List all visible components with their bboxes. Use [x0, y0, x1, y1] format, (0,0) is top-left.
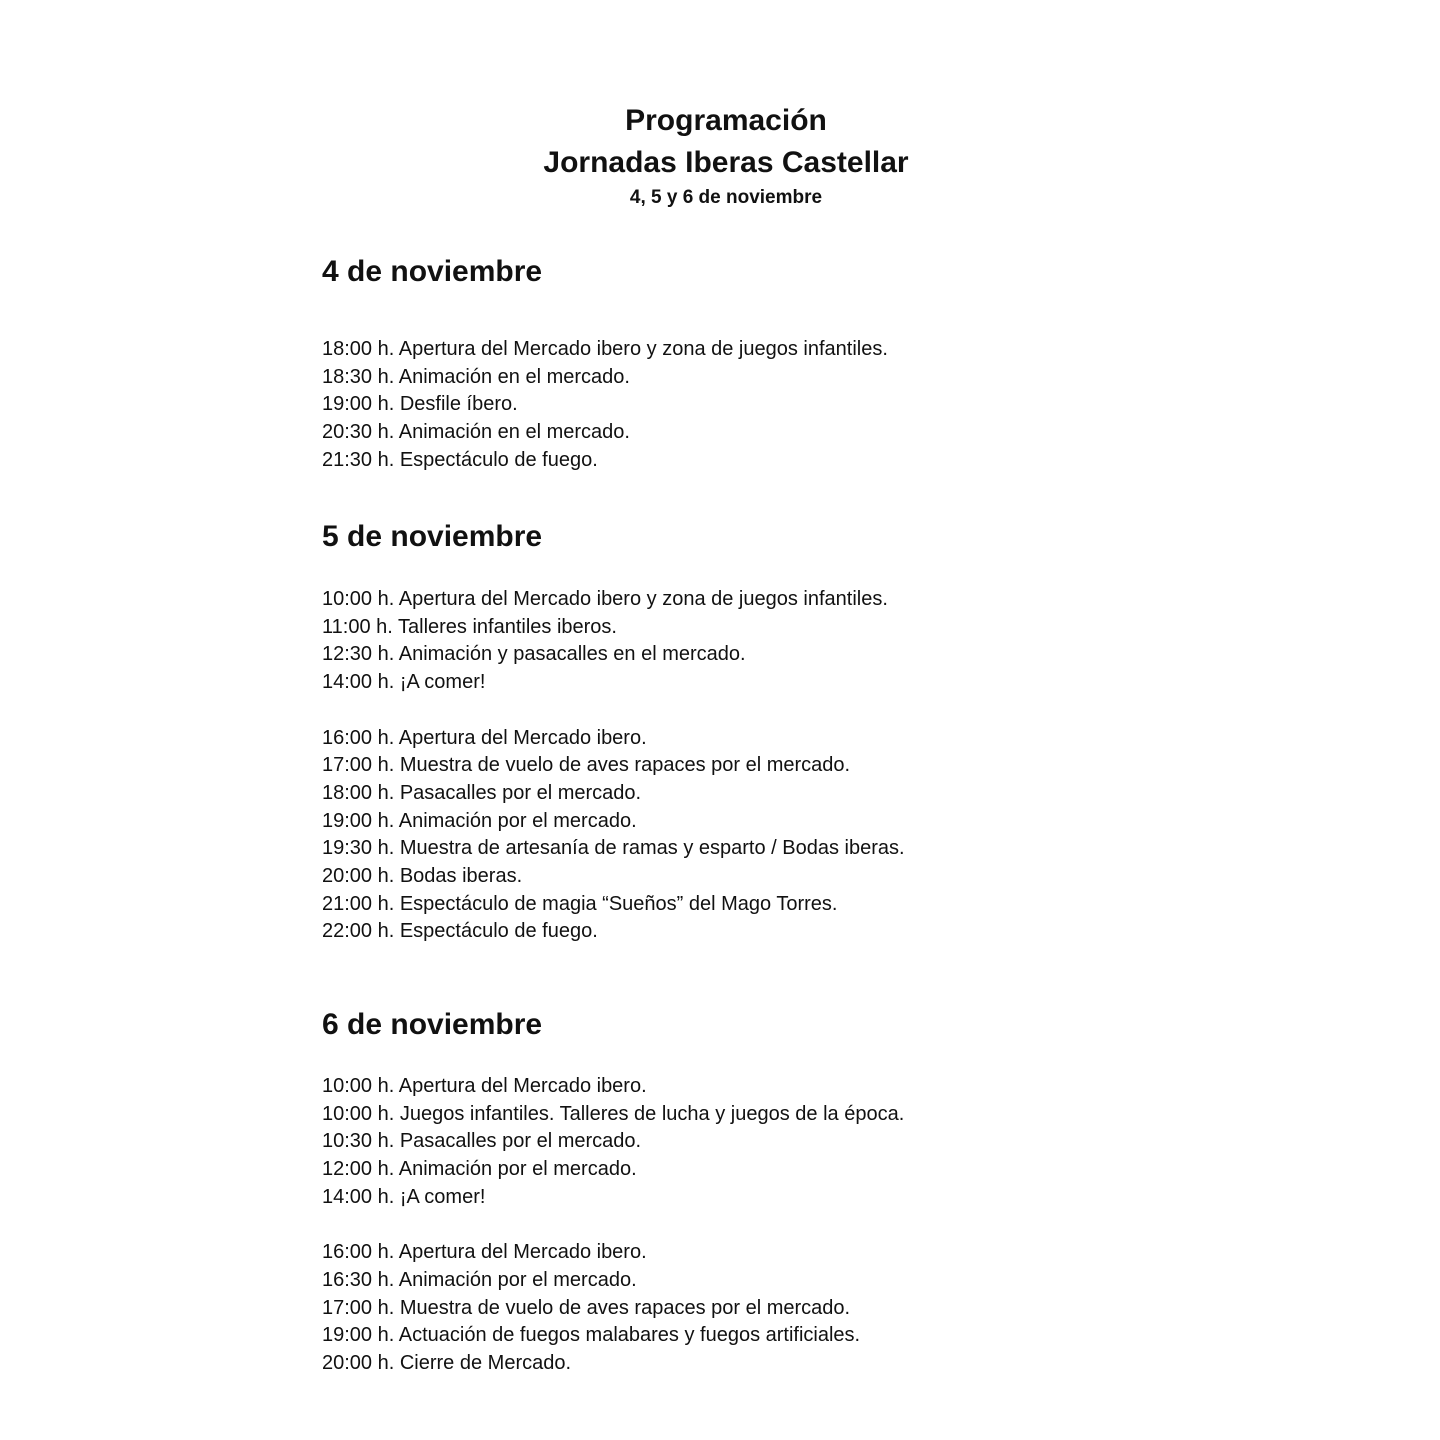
- day-heading-6-noviembre: 6 de noviembre: [322, 1008, 543, 1041]
- page-title-line-2: Jornadas Iberas Castellar: [543, 146, 909, 179]
- event-list-4-noviembre: [322, 336, 888, 475]
- event-item: 14:00 h. ¡A comer!: [322, 1185, 486, 1208]
- event-list-6-noviembre: [322, 1073, 904, 1378]
- day-heading-4-noviembre: 4 de noviembre: [322, 255, 543, 288]
- event-item: 20:00 h. Bodas iberas.: [322, 865, 523, 888]
- document-header: [0, 100, 1440, 212]
- event-item: 10:30 h. Pasacalles por el mercado.: [322, 1130, 642, 1153]
- event-item: 19:30 h. Muestra de artesanía de ramas y esparto / Bodas iberas.: [322, 837, 905, 860]
- event-item: 19:00 h. Actuación de fuegos malabares y fuegos artificiales.: [322, 1324, 861, 1347]
- event-item: 16:00 h. Apertura del Mercado ibero.: [322, 1241, 647, 1264]
- event-item: 17:00 h. Muestra de vuelo de aves rapaces por el mercado.: [322, 1296, 851, 1319]
- event-item: 21:30 h. Espectáculo de fuego.: [322, 448, 598, 471]
- event-item: 10:00 h. Juegos infantiles. Talleres de lucha y juegos de la época.: [322, 1102, 905, 1125]
- event-item: 19:00 h. Desfile íbero.: [322, 393, 518, 416]
- page-title-line-1: Programación: [625, 104, 827, 137]
- event-item: 20:30 h. Animación en el mercado.: [322, 421, 630, 444]
- event-item: 18:00 h. Apertura del Mercado ibero y zona de juegos infantiles.: [322, 338, 888, 360]
- event-item: 21:00 h. Espectáculo de magia “Sueños” del Mago Torres.: [322, 892, 838, 915]
- event-item: 11:00 h. Talleres infantiles iberos.: [322, 615, 617, 638]
- event-item: 16:00 h. Apertura del Mercado ibero.: [322, 726, 647, 749]
- event-item: 10:00 h. Apertura del Mercado ibero y zona de juegos infantiles.: [322, 588, 888, 610]
- event-item: 14:00 h. ¡A comer!: [322, 671, 486, 694]
- event-item: 10:00 h. Apertura del Mercado ibero.: [322, 1075, 647, 1097]
- event-list-5-noviembre: [322, 586, 905, 946]
- page-subtitle-dates: 4, 5 y 6 de noviembre: [629, 187, 823, 208]
- day-heading-5-noviembre: 5 de noviembre: [322, 520, 543, 553]
- event-item: 22:00 h. Espectáculo de fuego.: [322, 920, 598, 943]
- event-item: 18:00 h. Pasacalles por el mercado.: [322, 781, 642, 804]
- event-item: 12:00 h. Animación por el mercado.: [322, 1158, 637, 1181]
- event-item: 16:30 h. Animación por el mercado.: [322, 1268, 637, 1291]
- event-item: 19:00 h. Animación por el mercado.: [322, 809, 637, 832]
- event-item: 12:30 h. Animación y pasacalles en el mercado.: [322, 643, 746, 666]
- event-item: 18:30 h. Animación en el mercado.: [322, 365, 630, 388]
- event-item: 17:00 h. Muestra de vuelo de aves rapaces por el mercado.: [322, 754, 851, 777]
- event-item: 20:00 h. Cierre de Mercado.: [322, 1352, 572, 1375]
